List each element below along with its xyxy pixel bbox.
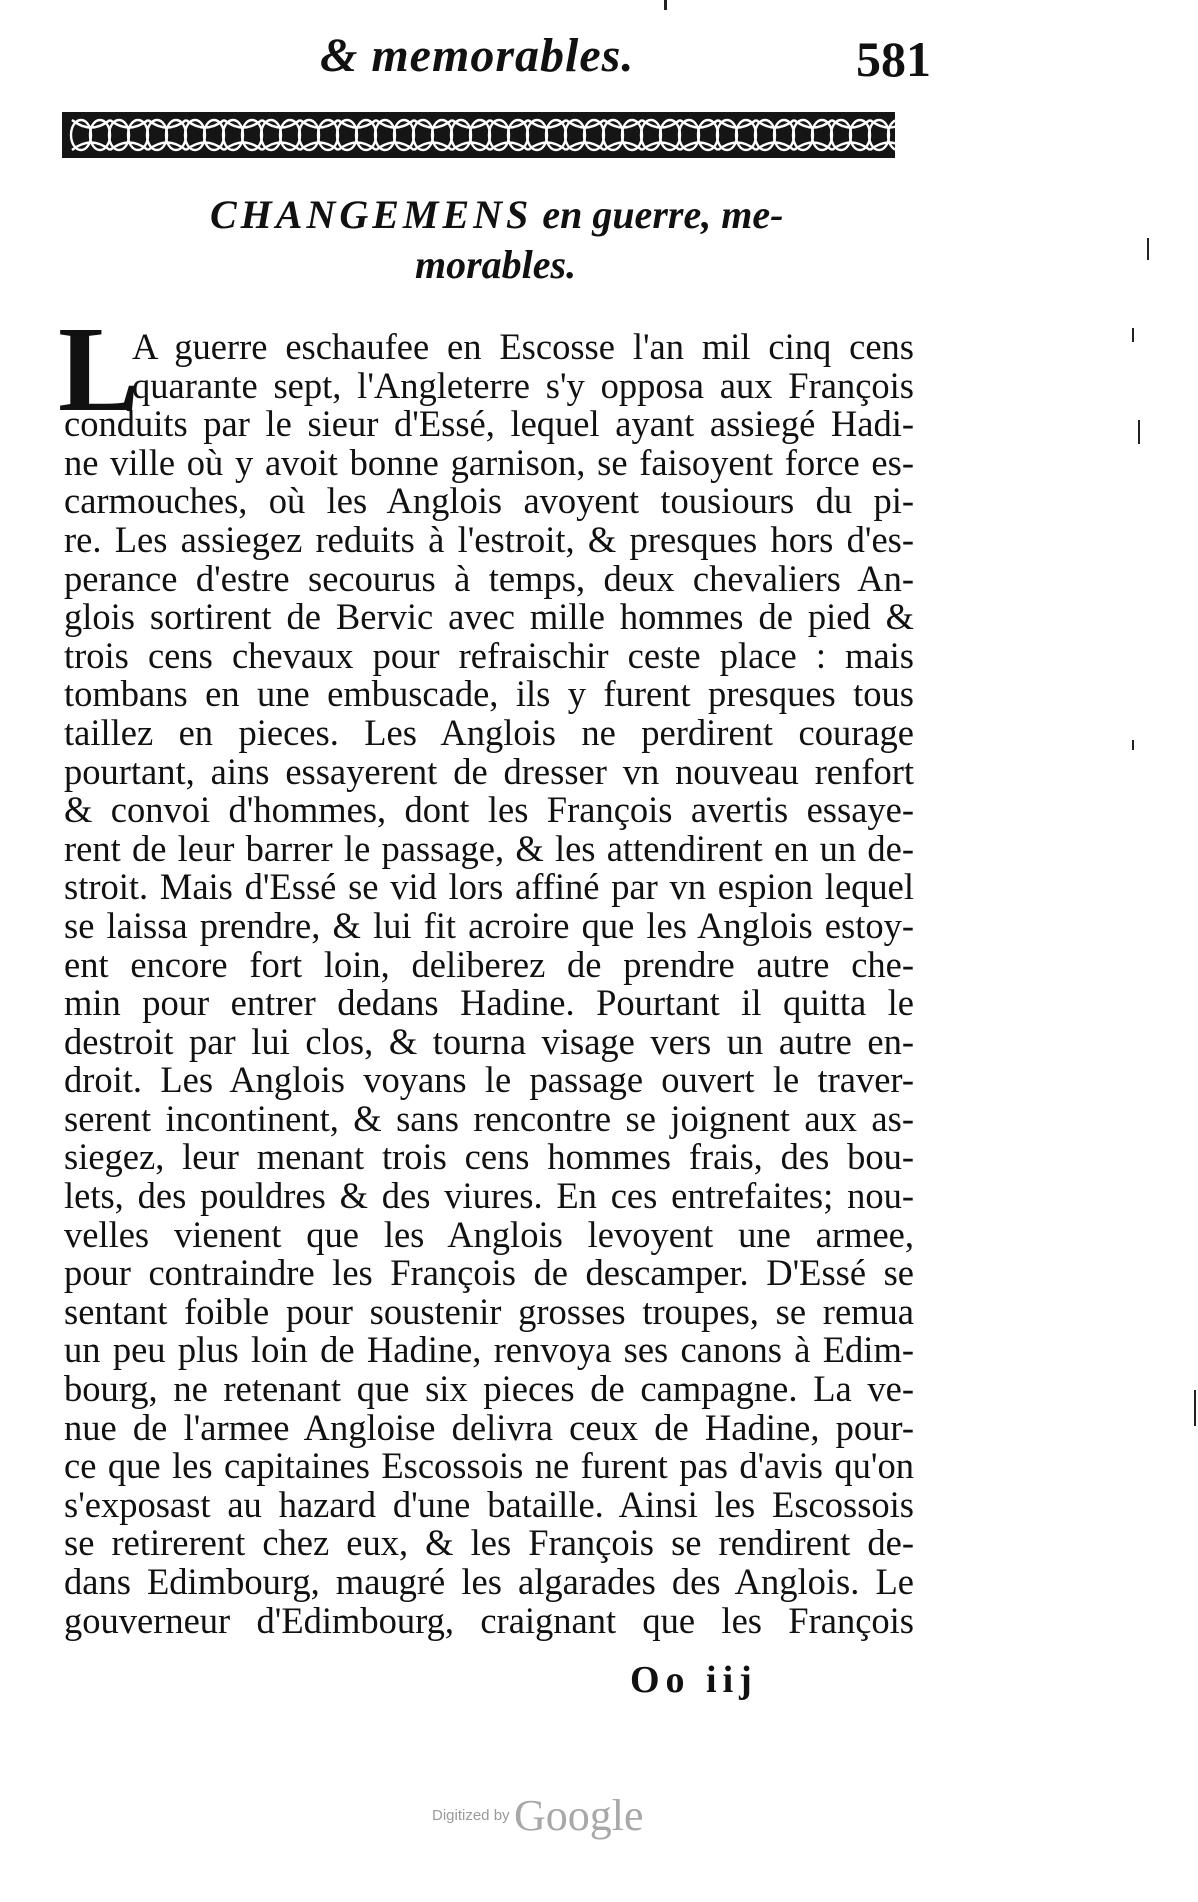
running-head: & memorables. [320, 29, 635, 82]
text-line: taillez en pieces. Les Anglois ne perdirent courage [64, 711, 914, 753]
ink-speck [1132, 328, 1134, 342]
text-line: A guerre eschaufee en Escosse l'an mil cinq cens [132, 326, 914, 367]
drop-cap: L [58, 302, 140, 437]
ink-speck [1132, 740, 1134, 750]
body-text [64, 328, 914, 1640]
ink-speck [1138, 420, 1140, 444]
signature-mark: Oo iij [630, 1659, 758, 1701]
text-line: pourtant, ains essayerent de dresser vn nouveau renfort [64, 750, 914, 792]
text-line: tombans en une embuscade, ils y furent presques tous [64, 673, 914, 715]
text-line: velles vienent que les Anglois levoyent une armee, [64, 1213, 914, 1255]
text-line: min pour entrer dedans Hadine. Pourtant il quitta le [64, 982, 914, 1024]
text-line: re. Les assiegez reduits à l'estroit, & presques hors d'es- [64, 518, 914, 560]
text-line: dans Edimbourg, maugré les algarades des Anglois. Le [64, 1561, 914, 1602]
text-line: gouverneur d'Edimbourg, craignant que les François [64, 1599, 914, 1641]
text-line: glois sortirent de Bervic avec mille hommes de pied & [64, 596, 914, 638]
text-line: se retirerent chez eux, & les François se rendirent de- [64, 1522, 914, 1564]
text-line: ent encore fort loin, deliberez de prendre autre che- [64, 943, 914, 985]
text-line: nue de l'armee Angloise delivra ceux de Hadine, pour- [64, 1406, 914, 1448]
ink-speck [664, 0, 667, 10]
text-line: trois cens chevaux pour refraischir ceste place : mais [64, 634, 914, 676]
text-line: bourg, ne retenant que six pieces de campagne. La ve- [64, 1368, 914, 1410]
text-line: conduits par le sieur d'Essé, lequel ayant assiegé Hadi- [64, 403, 914, 445]
text-line: serent incontinent, & sans rencontre se joignent aux as- [64, 1097, 914, 1139]
text-line: rent de leur barrer le passage, & les attendirent en un de- [64, 827, 914, 869]
text-line: lets, des pouldres & des viures. En ces entrefaites; nou- [64, 1175, 914, 1217]
text-line: quarante sept, l'Angleterre s'y opposa aux François [132, 364, 914, 406]
text-line: droit. Les Anglois voyans le passage ouvert le traver- [64, 1059, 914, 1101]
ink-speck [1147, 238, 1149, 260]
footer-prefix: Digitized by [432, 1807, 510, 1824]
heading-caps: CHANGEMENS [210, 192, 533, 237]
text-line: perance d'estre secourus à temps, deux chevaliers An- [64, 557, 914, 599]
text-line: carmouches, où les Anglois avoyent tousiours du pi- [64, 480, 914, 522]
text-line: ne ville où y avoit bonne garnison, se faisoyent force es- [64, 441, 914, 483]
text-line: ce que les capitaines Escossois ne furent pas d'avis qu'on [64, 1445, 914, 1487]
text-line: stroit. Mais d'Essé se vid lors affiné par vn espion lequel [64, 866, 914, 908]
page-number: 581 [856, 31, 931, 87]
text-line: siegez, leur menant trois cens hommes frais, des bou- [64, 1136, 914, 1178]
ink-speck [1194, 1390, 1196, 1426]
text-line: & convoi d'hommes, dont les François avertis essaye- [64, 789, 914, 831]
heading-line2: morables. [415, 242, 577, 287]
heading-rest: en guerre, me- [542, 192, 784, 237]
footer-brand: Google [514, 1791, 644, 1840]
text-line: sentant foible pour soustenir grosses troupes, se remua [64, 1290, 914, 1332]
section-heading [210, 190, 830, 290]
text-line: pour contraindre les François de descamper. D'Essé se [64, 1252, 914, 1294]
ornamental-band [62, 112, 895, 158]
digitized-footer [432, 1790, 644, 1841]
text-line: s'exposast au hazard d'une bataille. Ainsi les Escossois [64, 1483, 914, 1525]
text-line: destroit par lui clos, & tourna visage vers un autre en- [64, 1020, 914, 1062]
text-line: un peu plus loin de Hadine, renvoya ses canons à Edim- [64, 1329, 914, 1371]
text-line: se laissa prendre, & lui fit acroire que les Anglois estoy- [64, 904, 914, 946]
